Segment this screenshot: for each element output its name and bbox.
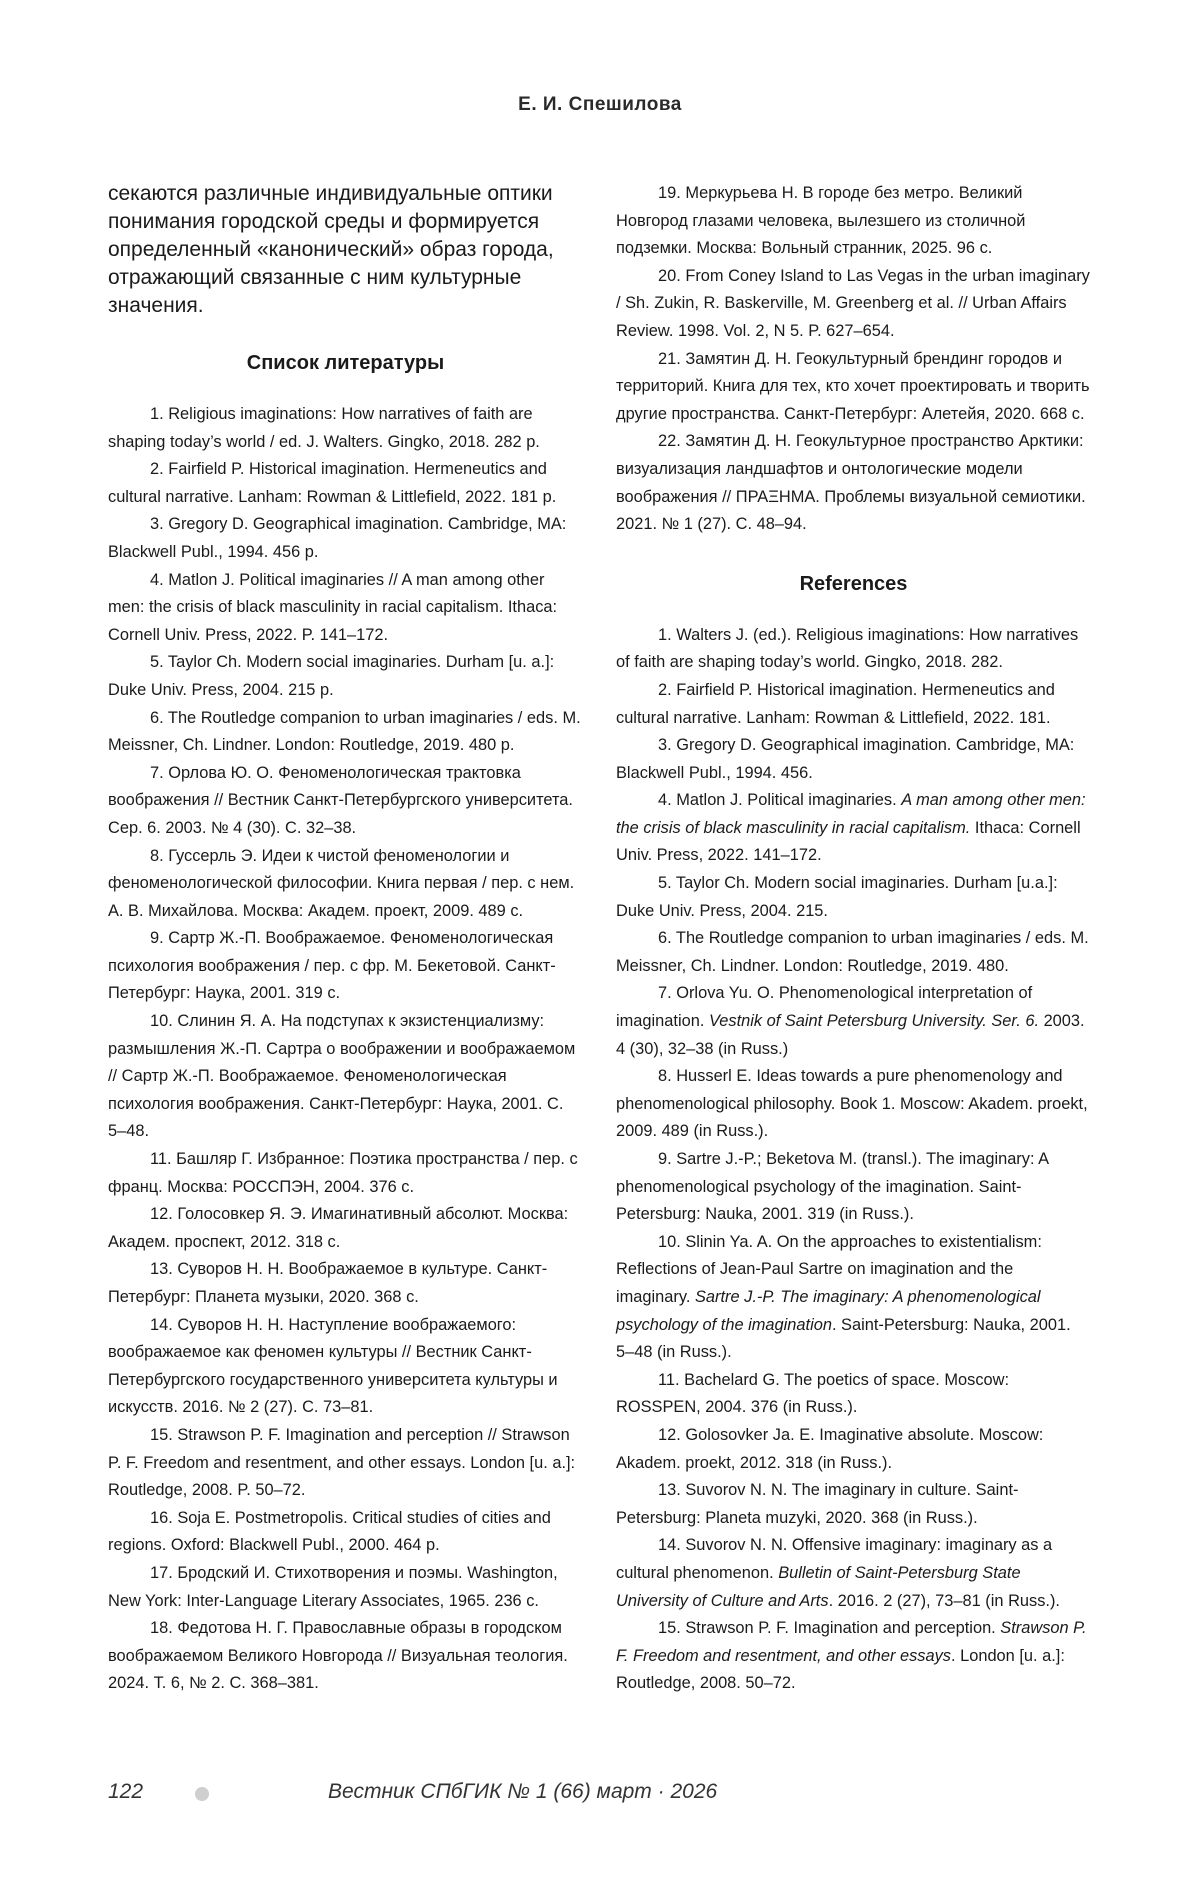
running-header: Е. И. Спешилова — [518, 94, 682, 115]
reference-item: 13. Суворов Н. Н. Воображаемое в культуре. Санкт-Петербург: Планета музыки, 2020. 368 с. — [108, 1260, 548, 1306]
reference-item: 22. Замятин Д. Н. Геокультурное пространство Арктики: визуализация ландшафтов и онтологические модели воображения // ΠΡΑΞΗΜΑ. Проблемы визуальной семиотики. 2021. № 1 (27). С. 48–94. — [616, 432, 1086, 534]
reference-part: . 2016. 2 (27), 73–81 (in Russ.). — [828, 1591, 1060, 1610]
reference-item: 10. Слинин Я. А. На подступах к экзистенциализму: размышления Ж.-П. Сартра о воображении и воображаемом // Сартр Ж.-П. Воображаемое. Феноменологическая психология воображения. Санкт-Петербург: Наука, 2001. С. 5–48. — [108, 1012, 576, 1141]
reference-italic-part: Sartre J.-P. The imaginary: A phenomenological psychology of the imagination — [616, 1287, 1041, 1334]
reference-item — [616, 1146, 1091, 1229]
references-title: References — [799, 572, 908, 595]
reference-item — [616, 622, 1091, 677]
reference-item — [616, 1229, 1091, 1367]
reference-italic-part: Vestnik of Saint Petersburg University. Ser. 6. — [708, 1012, 1040, 1031]
page-number: 122 — [108, 1780, 144, 1803]
reference-part: 8. Husserl E. Ideas towards a pure phenomenology and phenomenological philosophy. Book 1. Moscow: Akadem. proekt, 2009. 489 (in Russ.). — [616, 1067, 1088, 1141]
reference-item — [616, 787, 1091, 870]
reference-item: 20. From Coney Island to Las Vegas in the urban imaginary / Sh. Zukin, R. Baskerville, M. Greenberg et al. // Urban Affairs Review. 1998. Vol. 2, N 5. P. 627–654. — [616, 266, 1090, 340]
journal-name: Вестник СПбГИК № 1 (66) март · 2026 — [328, 1780, 718, 1803]
reference-part: 9. Sartre J.-P.; Beketova M. (transl.). The imaginary: A phenomenological psychology of the imagination. Saint-Petersburg: Nauka, 2001. 319 (in Russ.). — [616, 1150, 1049, 1224]
reference-item — [616, 1532, 1091, 1615]
reference-part: 14. Suvorov N. N. Offensive imaginary: imaginary as a cultural phenomenon. — [616, 1536, 1053, 1582]
bibliography-list — [108, 401, 583, 1698]
reference-item: 16. Soja E. Postmetropolis. Critical studies of cities and regions. Oxford: Blackwell Publ., 2000. 464 p. — [108, 1508, 551, 1555]
reference-item: 18. Федотова Н. Г. Православные образы в городском воображаемом Великого Новгорода // Визуальная теология. 2024. Т. 6, № 2. С. 368–381. — [108, 1619, 568, 1693]
reference-item: 7. Орлова Ю. О. Феноменологическая трактовка воображения // Вестник Санкт-Петербургского университета. Сер. 6. 2003. № 4 (30). С. 32–38. — [108, 763, 573, 837]
reference-item — [616, 1063, 1091, 1146]
reference-item: 21. Замятин Д. Н. Геокультурный брендинг городов и территорий. Книга для тех, кто хочет проектировать и творить другие пространства. Санкт-Петербург: Алетейя, 2020. 668 с. — [616, 349, 1090, 423]
reference-item: 4. Matlon J. Political imaginaries // A man among other men: the crisis of black masculinity in racial capitalism. Ithaca: Cornell Univ. Press, 2022. P. 141–172. — [108, 570, 558, 644]
reference-part: . Saint-Petersburg: Nauka, 2001. 5–48 (in Russ.). — [616, 1315, 1071, 1362]
reference-item: 11. Башляр Г. Избранное: Поэтика пространства / пер. с франц. Москва: РОССПЭН, 2004. 376 с. — [108, 1150, 578, 1196]
reference-item: 2. Fairfield P. Historical imagination. Hermeneutics and cultural narrative. Lanham: Rowman & Littlefield, 2022. 181 p. — [108, 460, 557, 506]
reference-item: 9. Сартр Ж.-П. Воображаемое. Феноменологическая психология воображения / пер. с фр. М. Бекетовой. Санкт-Петербург: Наука, 2001. 319 с. — [108, 929, 556, 1003]
footer-dot-icon — [195, 1787, 209, 1801]
reference-item: 12. Голосовкер Я. Э. Имагинативный абсолют. Москва: Академ. проспект, 2012. 318 с. — [108, 1205, 569, 1251]
left-column — [108, 180, 583, 1698]
reference-item — [616, 870, 1091, 925]
reference-italic-part: Strawson P. F. Freedom and resentment, and other essays — [616, 1619, 1087, 1665]
reference-item — [616, 925, 1091, 980]
reference-item: 14. Суворов Н. Н. Наступление воображаемого: воображаемое как феномен культуры // Вестник Санкт-Петербургского государственного университета культуры и искусств. 2016. № 2 (27). С. 73–81. — [108, 1315, 558, 1417]
reference-item: 5. Taylor Ch. Modern social imaginaries. Durham [u. a.]: Duke Univ. Press, 2004. 215 p. — [108, 653, 555, 699]
reference-part: Ithaca: Cornell Univ. Press, 2022. 141–172. — [616, 818, 1081, 865]
reference-part: 5. Taylor Ch. Modern social imaginaries. Durham [u.a.]: Duke Univ. Press, 2004. 215. — [616, 874, 1058, 920]
reference-item: 1. Religious imaginations: How narratives of faith are shaping today’s world / ed. J. Walters. Gingko, 2018. 282 p. — [108, 405, 540, 451]
reference-item: 6. The Routledge companion to urban imaginaries / eds. M. Meissner, Ch. Lindner. London: Routledge, 2019. 480 p. — [108, 708, 581, 755]
reference-part: 6. The Routledge companion to urban imaginaries / eds. M. Meissner, Ch. Lindner. London: Routledge, 2019. 480. — [616, 929, 1089, 975]
reference-part: 12. Golosovker Ja. E. Imaginative absolute. Moscow: Akadem. proekt, 2012. 318 (in Russ.). — [616, 1425, 1044, 1472]
reference-part: 13. Suvorov N. N. The imaginary in culture. Saint-Petersburg: Planeta muzyki, 2020. 368 (in Russ.). — [616, 1481, 1019, 1527]
reference-part: 7. Orlova Yu. O. Phenomenological interpretation of imagination. — [616, 984, 1033, 1031]
reference-item — [616, 980, 1091, 1063]
reference-part: 10. Slinin Ya. A. On the approaches to existentialism: Reflections of Jean-Paul Sartre on imagination and the imaginary. — [616, 1232, 1042, 1306]
reference-item — [616, 1422, 1091, 1477]
reference-item — [616, 1477, 1091, 1532]
reference-part: 11. Bachelard G. The poetics of space. Moscow: ROSSPEN, 2004. 376 (in Russ.). — [616, 1370, 1010, 1417]
reference-part: 2. Fairfield P. Historical imagination. Hermeneutics and cultural narrative. Lanham: Rowman & Littlefield, 2022. 181. — [616, 680, 1055, 727]
reference-item: 3. Gregory D. Geographical imagination. Cambridge, MA: Blackwell Publ., 1994. 456 p. — [108, 515, 567, 561]
intro-paragraph: секаются различные индивидуальные оптики понимания городской среды и формируется определенный «канонический» образ города, отражающий связанные с ним культурные значения. — [108, 182, 554, 317]
reference-item: 17. Бродский И. Стихотворения и поэмы. Washington, New York: Inter-Language Literary Associates, 1965. 236 с. — [108, 1563, 558, 1610]
reference-part: 4. Matlon J. Political imaginaries. — [658, 791, 902, 810]
reference-item: 19. Меркурьева Н. В городе без метро. Великий Новгород глазами человека, вылезшего из столичной подземки. Москва: Вольный странник, 2025. 96 с. — [616, 184, 1026, 258]
reference-item — [616, 732, 1091, 787]
reference-part: 3. Gregory D. Geographical imagination. Cambridge, MA: Blackwell Publ., 1994. 456. — [616, 736, 1075, 782]
reference-item — [616, 1615, 1091, 1698]
right-column — [616, 180, 1091, 1698]
bibliography-title: Список литературы — [246, 352, 445, 374]
reference-part: . London [u. a.]: Routledge, 2008. 50–72. — [616, 1646, 1065, 1693]
page-footer — [108, 1780, 1108, 1820]
reference-item: 15. Strawson P. F. Imagination and perception // Strawson P. F. Freedom and resentment, and other essays. London [u. a.]: Routledge, 2008. P. 50–72. — [108, 1425, 576, 1500]
reference-item — [616, 1367, 1091, 1422]
bibliography-list-continued — [616, 180, 1091, 539]
reference-item: 8. Гуссерль Э. Идеи к чистой феноменологии и феноменологической философии. Книга первая / пер. с нем. А. В. Михайлова. Москва: Академ. проект, 2009. 489 с. — [108, 846, 575, 920]
reference-part: 15. Strawson P. F. Imagination and perception. — [658, 1619, 1001, 1638]
reference-part: 1. Walters J. (ed.). Religious imaginations: How narratives of faith are shaping today’s world. Gingko, 2018. 282. — [616, 625, 1079, 672]
reference-item — [616, 677, 1091, 732]
reference-part: 2003. 4 (30), 32–38 (in Russ.) — [616, 1012, 1085, 1058]
reference-italic-part: A man among other men: the crisis of black masculinity in racial capitalism. — [616, 791, 1086, 837]
reference-italic-part: Bulletin of Saint-Petersburg State University of Culture and Arts — [616, 1563, 1021, 1610]
references-list — [616, 622, 1091, 1698]
